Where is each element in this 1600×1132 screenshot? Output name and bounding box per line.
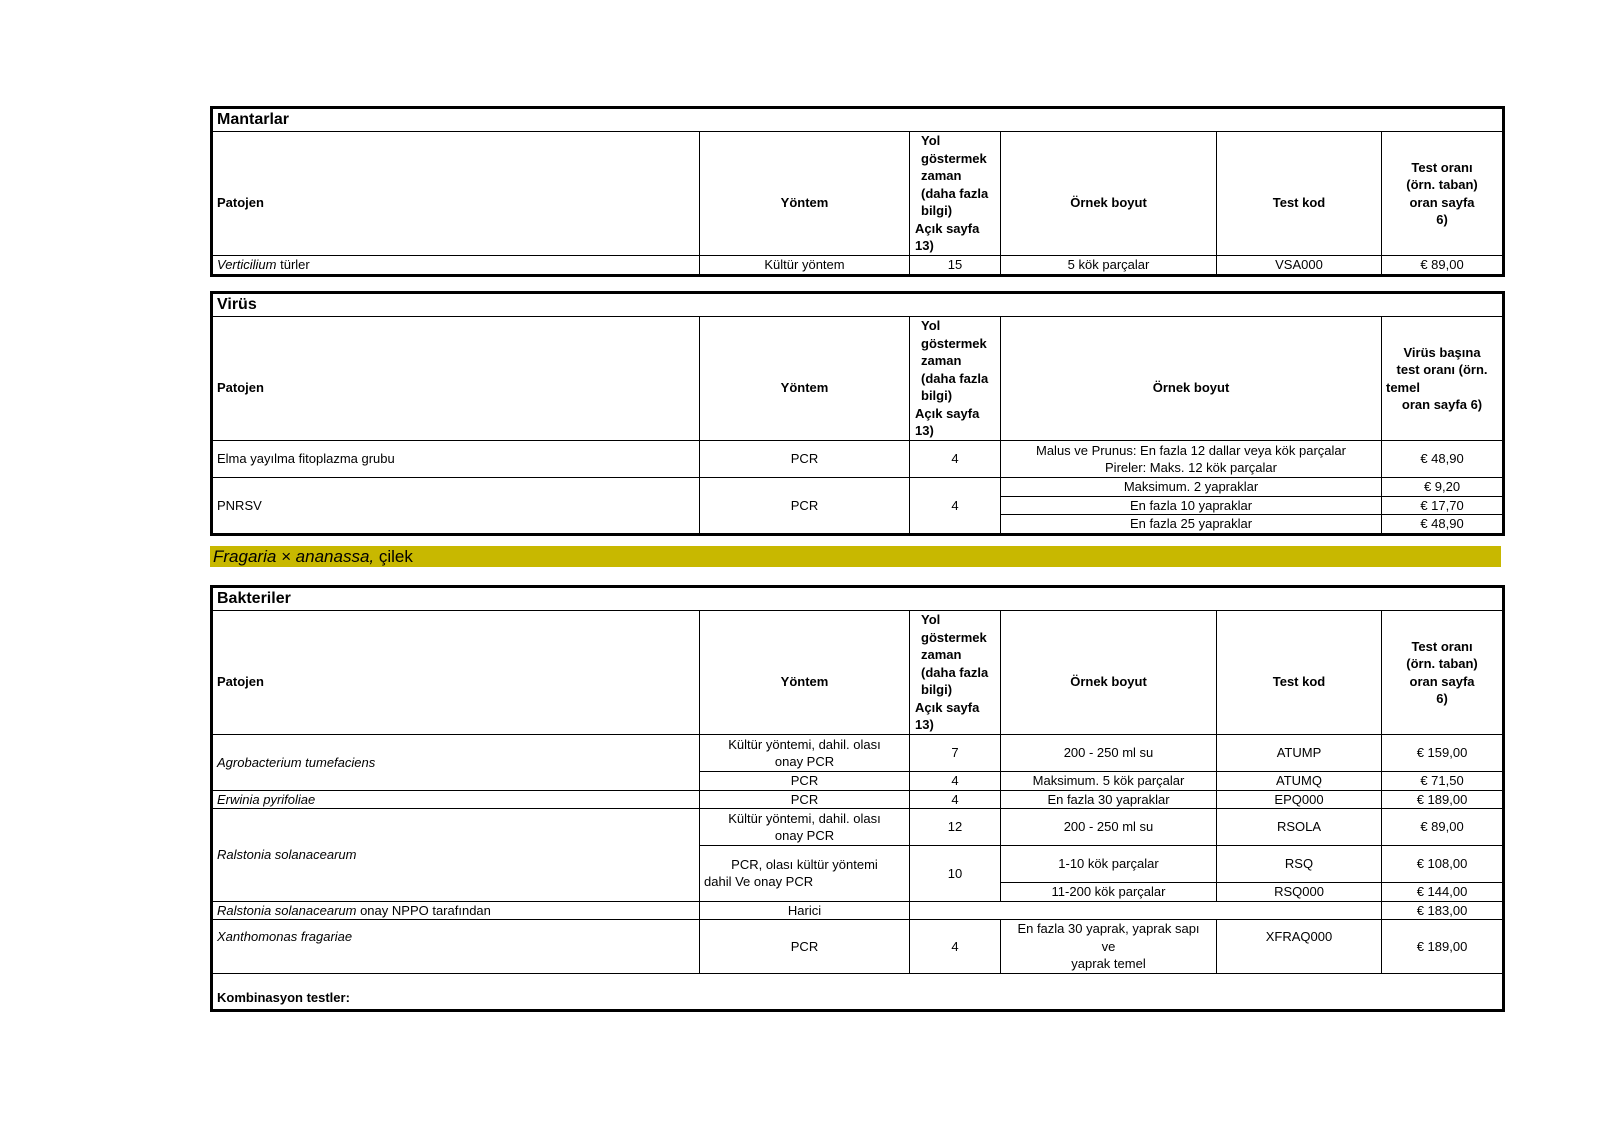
table-row [213,790,1503,809]
kod-cell: RSOLA [1217,809,1382,846]
oran-cell: € 159,00 [1382,735,1503,772]
oran-cell: € 183,00 [1382,901,1503,920]
yol-line: Yol [921,612,941,628]
col-header-ornek: Örnek boyut [1001,611,1217,735]
ornek-cell: En fazla 10 yapraklar [1001,496,1382,515]
ornek-cell: 1-10 kök parçalar [1001,846,1217,883]
col-header-test-orani [1382,132,1503,256]
yol-line: Yol [921,318,941,334]
yontem-cell: PCR [700,478,910,534]
yol-line: 13) [915,717,934,733]
patojen-cell [213,901,700,920]
yol-cell: 12 [910,809,1001,846]
yontem-line: Kültür yöntemi, dahil. olası [728,810,881,826]
yol-cell: 4 [910,772,1001,791]
yontem-cell: PCR [700,441,910,478]
yontem-cell [700,735,910,772]
empty-cell [910,901,1382,920]
oran-cell: € 89,00 [1382,256,1503,275]
yontem-cell: PCR [700,790,910,809]
virus-table [212,293,1503,534]
yol-line: göstermek [921,335,987,351]
yontem-line: dahil Ve onay PCR [704,874,814,890]
yol-cell: 7 [910,735,1001,772]
col-header-virus-orani [1382,317,1503,441]
yontem-line: Kültür yöntemi, dahil. olası [728,736,881,752]
yol-cell: 4 [910,920,1001,974]
oran-cell: € 17,70 [1382,496,1503,515]
ornek-cell: 5 kök parçalar [1001,256,1217,275]
yontem-cell: Kültür yöntem [700,256,910,275]
yol-line: 13) [915,423,934,439]
ornek-line: Pireler: Maks. 12 kök parçalar [1105,460,1277,475]
yontem-line: onay PCR [774,828,835,843]
kod-cell: RSQ [1217,846,1382,883]
crop-common-name: çilek [374,547,413,566]
table-row [213,441,1503,478]
ornek-cell: En fazla 25 yapraklar [1001,515,1382,534]
yol-line: Yol [921,133,941,149]
yol-cell: 4 [910,790,1001,809]
patojen-cell: Erwinia pyrifoliae [213,790,700,809]
kod-cell: VSA000 [1217,256,1382,275]
col-header-ornek: Örnek boyut [1001,317,1382,441]
bakteriler-table [212,587,1503,1010]
oran-line: (örn. taban) [1406,177,1478,192]
virus-section [212,293,1502,534]
oran-cell: € 9,20 [1382,478,1503,497]
oran-cell: € 48,90 [1382,515,1503,534]
section-title: Virüs [213,294,1503,317]
yol-line: bilgi) [921,203,953,219]
yontem-line: PCR, olası kültür yöntemi [731,856,878,872]
oran-cell: € 108,00 [1382,846,1503,883]
ornek-cell: 200 - 250 ml su [1001,735,1217,772]
crop-latin-name: Fragaria × ananassa, [213,547,375,566]
col-header-ornek: Örnek boyut [1001,132,1217,256]
yol-line: 13) [915,238,934,254]
yol-line: göstermek [921,150,987,166]
yontem-cell: Harici [700,901,910,920]
ornek-cell [1001,441,1382,478]
yontem-line: onay PCR [774,754,835,769]
oran-line: 6) [1436,212,1448,227]
section-title: Bakteriler [213,588,1503,611]
yontem-cell [700,809,910,846]
patojen-cell: PNRSV [213,478,700,534]
oran-cell: € 71,50 [1382,772,1503,791]
col-header-yol [910,317,1001,441]
patojen-cell: Xanthomonas fragariae [213,920,700,974]
oran-line: Test oranı [1411,159,1473,175]
kod-cell: ATUMP [1217,735,1382,772]
ornek-line: Malus ve Prunus: En fazla 12 dallar veya kök parçalar [1036,442,1346,458]
ornek-cell: En fazla 30 yapraklar [1001,790,1217,809]
oran-line: test oranı (örn. [1396,362,1488,377]
yol-line: zaman [921,168,962,184]
patojen-cell: Elma yayılma fitoplazma grubu [213,441,700,478]
patojen-cell [213,256,700,275]
oran-line: oran sayfa [1409,194,1475,210]
yol-line: Açık sayfa [915,699,980,715]
table-row [213,256,1503,275]
col-header-test-kod: Test kod [1217,132,1382,256]
bakteriler-section [212,587,1502,1010]
table-row [213,809,1503,846]
oran-cell: € 189,00 [1382,920,1503,974]
patojen-cell: Ralstonia solanacearum [213,809,700,902]
yontem-cell [700,846,910,902]
mantarlar-section [212,108,1502,275]
oran-cell: € 144,00 [1382,883,1503,902]
kod-cell: EPQ000 [1217,790,1382,809]
patojen-rest: türler [276,257,310,272]
table-row [213,478,1503,497]
yol-line: zaman [921,353,962,369]
yol-cell: 10 [910,846,1001,902]
table-row [213,973,1503,1009]
table-row [213,920,1503,974]
oran-line: temel [1386,379,1420,395]
oran-cell: € 48,90 [1382,441,1503,478]
ornek-line: En fazla 30 yaprak, yaprak sapı [1017,921,1200,936]
mantarlar-table [212,108,1503,275]
kombinasyon-label: Kombinasyon testler: [213,973,1503,1009]
patojen-italic: Verticilium [217,257,277,272]
ornek-line: yaprak temel [1071,956,1146,971]
yol-line: göstermek [921,629,987,645]
yontem-cell: PCR [700,920,910,974]
yol-cell: 15 [910,256,1001,275]
ornek-cell [1001,920,1217,974]
oran-cell: € 189,00 [1382,790,1503,809]
yol-line: (daha fazla [921,185,989,201]
col-header-patojen: Patojen [213,611,700,735]
crop-band [210,546,1501,567]
kod-cell: RSQ000 [1217,883,1382,902]
ornek-line: ve [1101,938,1116,954]
table-row [213,901,1503,920]
col-header-test-orani [1382,611,1503,735]
col-header-yontem: Yöntem [700,132,910,256]
ornek-cell: Maksimum. 2 yapraklar [1001,478,1382,497]
col-header-patojen: Patojen [213,317,700,441]
patojen-rest: onay NPPO tarafından [356,902,491,918]
oran-line: oran sayfa [1409,673,1475,689]
yol-cell: 4 [910,478,1001,534]
patojen-cell: Agrobacterium tumefaciens [213,735,700,791]
oran-line: Virüs başına [1403,344,1481,360]
col-header-patojen: Patojen [213,132,700,256]
ornek-cell: 200 - 250 ml su [1001,809,1217,846]
col-header-test-kod: Test kod [1217,611,1382,735]
yol-line: zaman [921,647,962,663]
yol-cell: 4 [910,441,1001,478]
yol-line: (daha fazla [921,664,989,680]
oran-line: Test oranı [1411,638,1473,654]
table-row [213,735,1503,772]
yol-line: (daha fazla [921,370,989,386]
section-title: Mantarlar [213,109,1503,132]
yontem-cell: PCR [700,772,910,791]
col-header-yol [910,132,1001,256]
yol-line: Açık sayfa [915,220,980,236]
ornek-cell: Maksimum. 5 kök parçalar [1001,772,1217,791]
oran-cell: € 89,00 [1382,809,1503,846]
yol-line: bilgi) [921,682,953,698]
yol-line: Açık sayfa [915,405,980,421]
kod-cell: ATUMQ [1217,772,1382,791]
oran-line: oran sayfa 6) [1401,397,1483,412]
oran-line: (örn. taban) [1406,656,1478,671]
ornek-cell: 11-200 kök parçalar [1001,883,1217,902]
yol-line: bilgi) [921,388,953,404]
col-header-yol [910,611,1001,735]
col-header-yontem: Yöntem [700,611,910,735]
oran-line: 6) [1436,691,1448,706]
col-header-yontem: Yöntem [700,317,910,441]
patojen-italic: Ralstonia solanacearum [217,902,357,918]
kod-cell: XFRAQ000 [1217,920,1382,974]
